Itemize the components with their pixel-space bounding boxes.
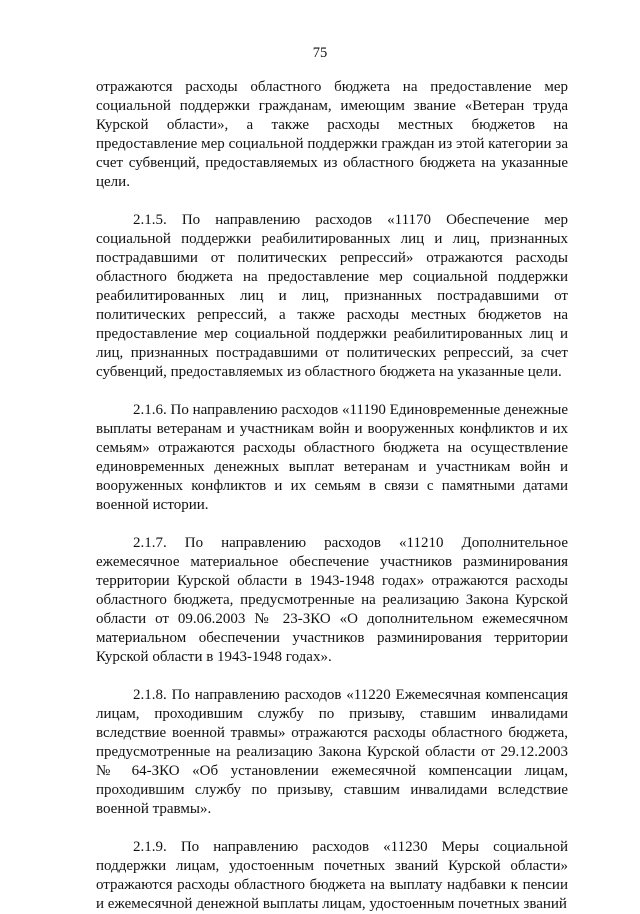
paragraph-2-1-9: 2.1.9. По направлению расходов «11230 Меры социальной поддержки лицам, удостоенным почетных званий Курской области» отражаются расходы областного бюджета на выплату надбавки к пенсии и ежемесячной денежной выплаты лицам, удостоенным почетных званий <box>96 839 568 912</box>
paragraph-2-1-8: 2.1.8. По направлению расходов «11220 Ежемесячная компенсация лицам, проходившим службу по призыву, ставшим инвалидами вследствие военной травмы» отражаются расходы областного бюджета, предусмотренные на реализацию Закона Курской области от 29.12.2003 № 64-ЗКО «Об установлении ежемесячной компенсации лицам, проходившим службу по призыву, ставшим инвалидами вследствие военной травмы». <box>96 687 568 817</box>
page-number: 75 <box>312 45 328 61</box>
document-body <box>96 78 568 914</box>
paragraph-continued-from-previous-page: отражаются расходы областного бюджета на предоставление мер социальной поддержки гражданам, имеющим звание «Ветеран труда Курской области», а также расходы местных бюджетов на предоставление мер социальной поддержки граждан из этой категории за счет субвенций, предоставляемых из областного бюджета на указанные цели. <box>96 79 568 190</box>
paragraph-2-1-6: 2.1.6. По направлению расходов «11190 Единовременные денежные выплаты ветеранам и участникам войн и вооруженных конфликтов и их семьям» отражаются расходы областного бюджета на осуществление единовременных денежных выплат ветеранам и участникам войн и вооруженных конфликтов и их семьям в связи с памятными датами военной истории. <box>96 402 568 513</box>
paragraph-2-1-7: 2.1.7. По направлению расходов «11210 Дополнительное ежемесячное материальное обеспечение участников разминирования территории Курской области в 1943-1948 годах» отражаются расходы областного бюджета, предусмотренные на реализацию Закона Курской области от 09.06.2003 № 23-ЗКО «О дополнительном ежемесячном материальном обеспечении участников разминирования территории Курской области в 1943-1948 годах». <box>96 535 568 665</box>
paragraph-2-1-5: 2.1.5. По направлению расходов «11170 Обеспечение мер социальной поддержки реабилитированных лиц и лиц, признанных пострадавшими от политических репрессий» отражаются расходы областного бюджета на предоставление мер социальной поддержки реабилитированных лиц и лиц, признанных пострадавшими от политических репрессий, а также расходы местных бюджетов на предоставление мер социальной поддержки реабилитированных лиц и лиц, признанных пострадавшими от политических репрессий, за счет субвенций, предоставляемых из областного бюджета на указанные цели. <box>96 212 568 380</box>
